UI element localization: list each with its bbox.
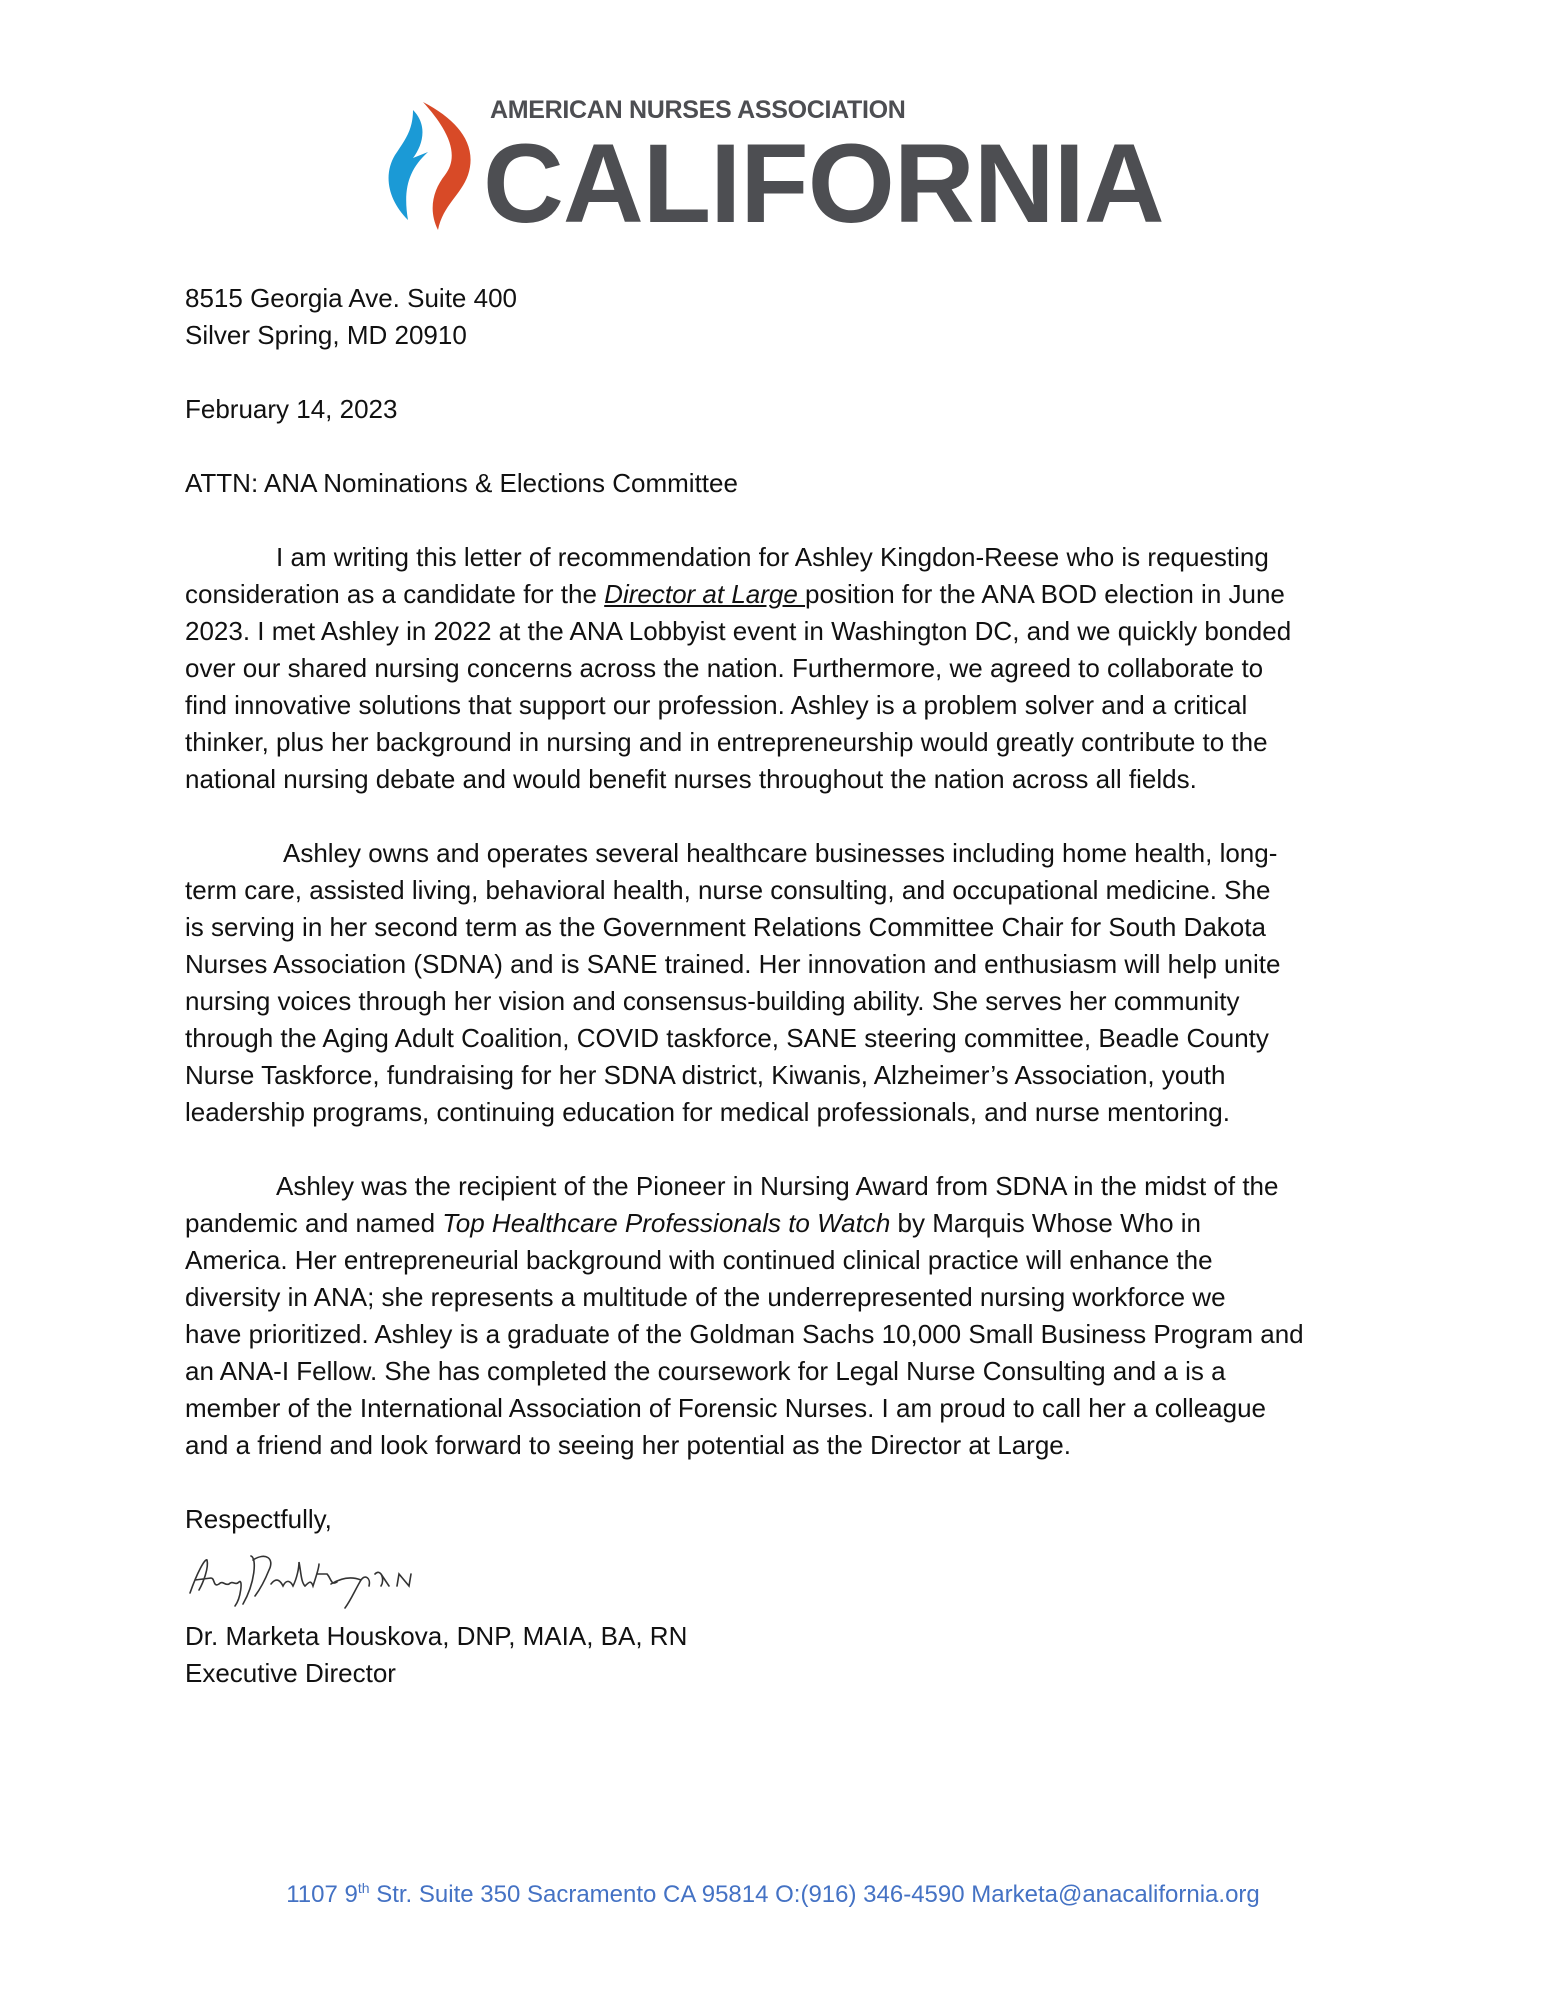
text-line: I am writing this letter of recommendation for Ashley Kingdon-Reese who is requesting: [276, 542, 1269, 572]
closing: Respectfully,: [185, 1504, 332, 1534]
text-line: is serving in her second term as the Government Relations Committee Chair for South Dakota: [185, 912, 1266, 942]
signer-name: Dr. Marketa Houskova, DNP, MAIA, BA, RN: [185, 1621, 688, 1651]
flame-icon: [383, 100, 478, 230]
text-line: nursing voices through her vision and consensus-building ability. She serves her community: [185, 986, 1240, 1016]
paragraph-1: [185, 539, 1385, 798]
text-line: over our shared nursing concerns across the nation. Furthermore, we agreed to collaborate to: [185, 653, 1264, 683]
text-line: America. Her entrepreneurial background with continued clinical practice will enhance the: [185, 1245, 1213, 1275]
signature-image: [185, 1538, 475, 1618]
attention-line: ATTN: ANA Nominations & Elections Committee: [185, 468, 738, 498]
text-segment: pandemic and named: [185, 1208, 443, 1238]
text-line: diversity in ANA; she represents a multitude of the underrepresented nursing workforce we: [185, 1282, 1226, 1312]
text-line: 2023. I met Ashley in 2022 at the ANA Lobbyist event in Washington DC, and we quickly bonded: [185, 616, 1292, 646]
text-line: Nurse Taskforce, fundraising for her SDNA district, Kiwanis, Alzheimer’s Association, youth: [185, 1060, 1226, 1090]
emphasized-position: Director at Large: [604, 579, 806, 609]
emphasized-title: Top Healthcare Professionals to Watch: [442, 1208, 891, 1238]
text-segment: by Marquis Whose Who in: [890, 1208, 1201, 1238]
text-line: member of the International Association of Forensic Nurses. I am proud to call her a colleague: [185, 1393, 1267, 1423]
text-line: thinker, plus her background in nursing and in entrepreneurship would greatly contribute to the: [185, 727, 1268, 757]
footer-contact-details: Str. Suite 350 Sacramento CA 95814 O:(916) 346-4590 Marketa@anacalifornia.org: [369, 1881, 1260, 1908]
text-line: Ashley was the recipient of the Pioneer in Nursing Award from SDNA in the midst of the: [276, 1171, 1279, 1201]
ana-california-logo: [383, 92, 1173, 246]
text-segment: position for the ANA BOD election in June: [805, 579, 1285, 609]
text-segment: consideration as a candidate for the: [185, 579, 605, 609]
text-line: term care, assisted living, behavioral health, nurse consulting, and occupational medicine. She: [185, 875, 1271, 905]
text-line: through the Aging Adult Coalition, COVID taskforce, SANE steering committee, Beadle County: [185, 1023, 1269, 1053]
letter-body: [185, 280, 1385, 1692]
text-line: national nursing debate and would benefit nurses throughout the nation across all fields.: [185, 764, 1197, 794]
logo-name: CALIFORNIA: [483, 121, 1164, 246]
paragraph-2: [185, 835, 1385, 1131]
paragraph-3: [185, 1168, 1385, 1464]
text-line: and a friend and look forward to seeing her potential as the Director at Large.: [185, 1430, 1071, 1460]
text-line: find innovative solutions that support our profession. Ashley is a problem solver and a critical: [185, 690, 1248, 720]
text-line: Nurses Association (SDNA) and is SANE trained. Her innovation and enthusiasm will help unite: [185, 949, 1281, 979]
footer-superscript: th: [357, 1880, 370, 1896]
footer-contact: [0, 1880, 1546, 1909]
text-line: Ashley owns and operates several healthcare businesses including home health, long-: [283, 838, 1278, 868]
signer-title: Executive Director: [185, 1658, 396, 1688]
letter-date: February 14, 2023: [185, 394, 398, 424]
text-line: leadership programs, continuing education for medical professionals, and nurse mentoring.: [185, 1097, 1230, 1127]
logo-org-line: AMERICAN NURSES ASSOCIATION: [490, 96, 906, 124]
address-line: Silver Spring, MD 20910: [185, 320, 467, 350]
text-line: have prioritized. Ashley is a graduate of the Goldman Sachs 10,000 Small Business Program and: [185, 1319, 1304, 1349]
address-line: 8515 Georgia Ave. Suite 400: [185, 283, 517, 313]
text-line: an ANA-I Fellow. She has completed the coursework for Legal Nurse Consulting and a is a: [185, 1356, 1226, 1386]
signature: [185, 1538, 1385, 1618]
footer-address: 1107 9: [286, 1881, 358, 1908]
text-line: [185, 1205, 1385, 1242]
text-line: [185, 576, 1385, 613]
